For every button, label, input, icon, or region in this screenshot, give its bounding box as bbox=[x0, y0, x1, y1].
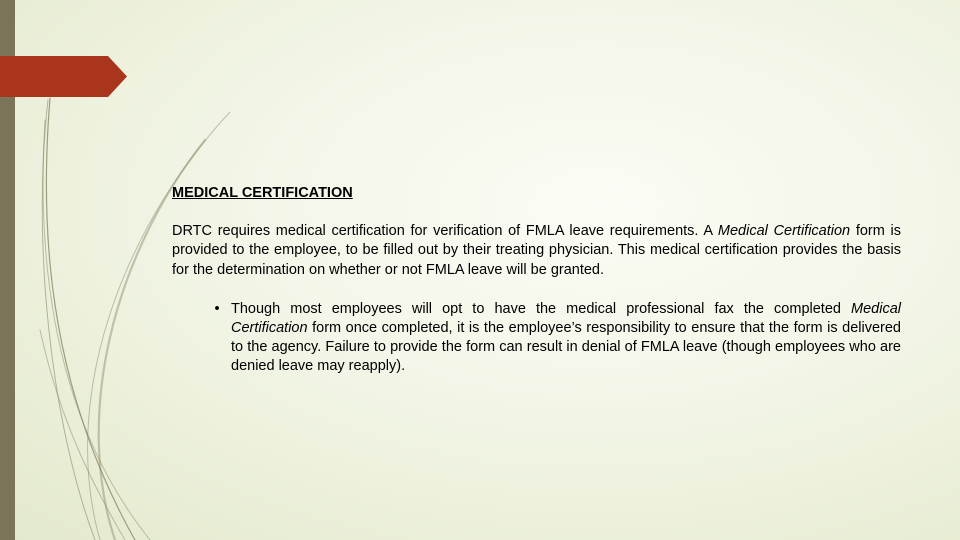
paragraph-text: form is provided to the employee, to be filled out by their treating physician. This medical certification provides the basis for the determination on whether or not FMLA leave will be granted. bbox=[172, 223, 901, 278]
swoosh-line bbox=[46, 98, 135, 540]
bullet-text: form once completed, it is the employee’s responsibility to ensure that the form is delivered to the agency. Failure to provide the form can result in denial of FMLA leave (though employees who are denied leave may reapply). bbox=[231, 320, 901, 375]
paragraph-emphasis: Medical Certification bbox=[717, 223, 851, 240]
bullet-icon: • bbox=[214, 300, 220, 317]
slide-content bbox=[172, 184, 901, 377]
swoosh-line bbox=[42, 100, 95, 540]
bullet-text: Though most employees will opt to have the medical professional fax the completed bbox=[231, 300, 852, 317]
accent-tab bbox=[0, 56, 127, 97]
bullet-item bbox=[172, 300, 901, 377]
paragraph-text: DRTC requires medical certification for verification of FMLA leave requirements. A bbox=[172, 223, 718, 240]
intro-paragraph bbox=[172, 222, 901, 280]
slide-heading: MEDICAL CERTIFICATION bbox=[172, 185, 353, 201]
bullet-emphasis: Medical Certification bbox=[231, 300, 901, 337]
bullet-list bbox=[172, 300, 901, 377]
